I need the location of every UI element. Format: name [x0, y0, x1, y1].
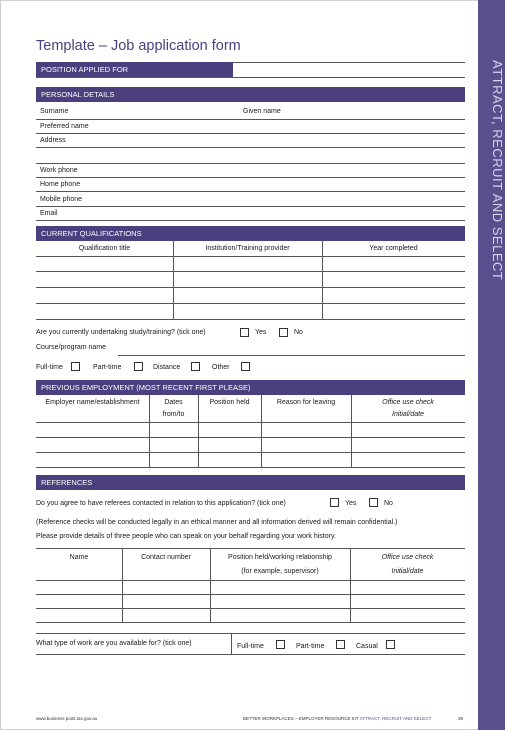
address-field[interactable] [36, 147, 465, 148]
divider [231, 633, 232, 654]
employment-row[interactable] [36, 452, 465, 453]
email-field[interactable] [36, 220, 465, 221]
divider [36, 256, 465, 257]
employment-row[interactable] [36, 437, 465, 438]
address-label: Address [40, 137, 66, 144]
study-no-label: No [294, 329, 303, 336]
availability-question: What type of work are you available for? (tick one) [36, 640, 192, 647]
referees-no-label: No [384, 500, 393, 507]
mobile-phone-field[interactable] [36, 206, 465, 207]
employment-row[interactable] [36, 467, 465, 468]
course-field[interactable] [118, 355, 465, 356]
availability-full-time-label: Full-time [237, 643, 264, 650]
footer-kit [243, 716, 431, 721]
surname-label: Surname [40, 108, 69, 115]
ref-office-header-sub: Initial/date [391, 568, 424, 575]
qualification-row[interactable] [36, 271, 465, 272]
study-no-checkbox[interactable] [279, 328, 288, 337]
page-title: Template – Job application form [36, 38, 241, 54]
referees-yes-checkbox[interactable] [330, 498, 339, 507]
office-use-header: Office use check [382, 399, 434, 406]
ref-contact-header: Contact number [141, 554, 191, 561]
study-yes-checkbox[interactable] [240, 328, 249, 337]
mobile-phone-label: Mobile phone [40, 196, 83, 203]
reason-header: Reason for leaving [276, 399, 336, 406]
referees-yes-label: Yes [345, 500, 357, 507]
institution-header: Institution/Training provider [205, 245, 290, 252]
year-completed-header: Year completed [369, 245, 418, 252]
position-held-header: Position held [209, 399, 250, 406]
divider [36, 654, 465, 655]
ref-office-header: Office use check [381, 554, 434, 561]
sidebar-title: ATTRACT, RECRUIT AND SELECT [490, 59, 505, 281]
reference-row[interactable] [36, 594, 465, 595]
employer-header: Employer name/establishment [45, 399, 140, 406]
divider [36, 633, 465, 634]
work-phone-label: Work phone [40, 167, 78, 174]
reference-instruction: Please provide details of three people who can speak on your behalf regarding your work history. [36, 533, 336, 540]
qualification-row[interactable] [36, 287, 465, 288]
page-number: 39 [458, 716, 464, 721]
preferred-name-label: Preferred name [40, 123, 89, 130]
availability-casual-checkbox[interactable] [386, 640, 395, 649]
divider [36, 548, 465, 549]
divider [36, 580, 465, 581]
reference-row[interactable] [36, 608, 465, 609]
distance-study-label: Distance [153, 364, 181, 371]
reference-note: (Reference checks will be conducted legally in an ethical manner and all information derived will remain confidential.) [36, 519, 398, 526]
qualification-title-header: Qualification title [78, 245, 131, 252]
home-phone-label: Home phone [40, 181, 81, 188]
email-label: Email [40, 210, 58, 217]
footer-kit-title: BETTER WORKPLACES – EMPLOYER RESOURCE KIT [243, 716, 359, 721]
preferred-name-field[interactable] [36, 133, 465, 134]
referees-question: Do you agree to have referees contacted in relation to this application? (tick one) [36, 500, 286, 507]
position-applied-field[interactable] [36, 77, 465, 78]
full-time-study-label: Full-time [36, 364, 63, 371]
qualifications-band: CURRENT QUALIFICATIONS [36, 226, 465, 241]
availability-part-time-checkbox[interactable] [336, 640, 345, 649]
dates-header: Dates [164, 399, 183, 406]
full-time-study-checkbox[interactable] [71, 362, 80, 371]
divider [36, 422, 465, 423]
footer-section: ATTRACT, RECRUIT AND SELECT [359, 716, 432, 721]
distance-study-checkbox[interactable] [191, 362, 200, 371]
divider [173, 241, 174, 319]
personal-details-band: PERSONAL DETAILS [36, 87, 465, 102]
ref-name-header: Name [69, 554, 89, 561]
address-field-2[interactable] [36, 163, 465, 164]
divider [233, 62, 465, 63]
divider [322, 241, 323, 319]
study-question: Are you currently undertaking study/training? (tick one) [36, 329, 206, 336]
ref-position-header: Position held/working relationship [228, 554, 332, 561]
availability-full-time-checkbox[interactable] [276, 640, 285, 649]
given-name-label: Given name [243, 108, 281, 115]
reference-row[interactable] [36, 622, 465, 623]
office-use-header-sub: Initial/date [392, 411, 424, 418]
qualification-row[interactable] [36, 319, 465, 320]
ref-position-header-sub: (for example, supervisor) [241, 568, 319, 575]
referees-no-checkbox[interactable] [369, 498, 378, 507]
course-label: Course/program name [36, 344, 107, 351]
availability-part-time-label: Part-time [296, 643, 325, 650]
availability-casual-label: Casual [356, 643, 378, 650]
dates-header-sub: from/to [162, 411, 185, 418]
part-time-study-checkbox[interactable] [134, 362, 143, 371]
footer-website[interactable]: www.business point.tas.gov.au [36, 716, 98, 721]
home-phone-field[interactable] [36, 191, 465, 192]
employment-band: PREVIOUS EMPLOYMENT (MOST RECENT FIRST PLEASE) [36, 380, 465, 395]
position-applied-band: POSITION APPLIED FOR [36, 62, 233, 77]
other-study-label: Other [212, 364, 230, 371]
part-time-study-label: Part-time [93, 364, 122, 371]
other-study-checkbox[interactable] [241, 362, 250, 371]
surname-field[interactable] [36, 119, 465, 120]
work-phone-field[interactable] [36, 177, 465, 178]
study-yes-label: Yes [255, 329, 267, 336]
qualification-row[interactable] [36, 303, 465, 304]
references-band: REFERENCES [36, 475, 465, 490]
